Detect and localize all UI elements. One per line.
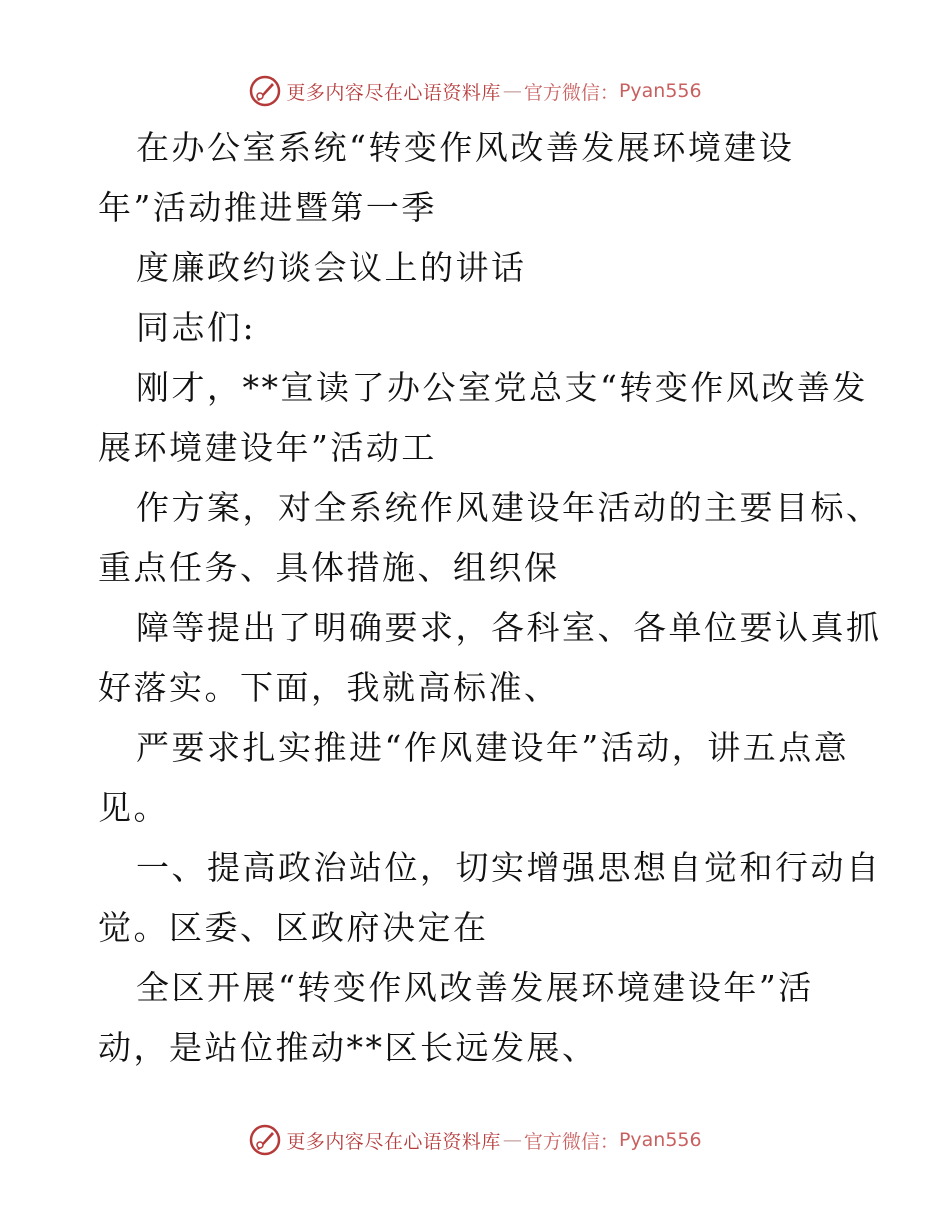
paragraph-line: 作方案，对全系统作风建设年活动的主要目标、	[136, 488, 882, 527]
paragraph-line: 刚才，**宣读了办公室党总支“转变作风改善发	[136, 368, 868, 407]
paragraph-line: 见。	[98, 788, 169, 827]
watermark-wechat-id: Pyan556	[618, 80, 702, 102]
paragraph-line: 好落实。下面，我就高标准、	[98, 668, 560, 707]
quill-pen-logo-icon	[248, 74, 282, 108]
salutation: 同志们:	[136, 308, 257, 347]
title-line-3: 度廉政约谈会议上的讲话	[136, 248, 527, 287]
watermark-dash: —	[502, 1129, 522, 1151]
header-watermark	[0, 71, 950, 111]
paragraph-line: 全区开展“转变作风改善发展环境建设年”活	[136, 968, 814, 1007]
paragraph-line: 觉。区委、区政府决定在	[98, 908, 489, 947]
title-line-1: 在办公室系统“转变作风改善发展环境建设	[136, 128, 795, 167]
watermark-text: 更多内容尽在心语资料库	[286, 81, 501, 104]
paragraph-line: 展环境建设年”活动工	[98, 428, 437, 467]
watermark-wechat-id: Pyan556	[618, 1129, 702, 1151]
paragraph-line: 重点任务、具体措施、组织保	[98, 548, 560, 587]
watermark-text: 更多内容尽在心语资料库	[286, 1130, 501, 1153]
watermark-dash: —	[502, 80, 522, 102]
section-heading-line: 一、提高政治站位，切实增强思想自觉和行动自	[136, 848, 882, 887]
footer-watermark	[0, 1120, 950, 1160]
document-body	[98, 118, 882, 1078]
quill-pen-logo-icon	[248, 1123, 282, 1157]
watermark-wechat-label: 官方微信：	[523, 1130, 619, 1153]
watermark-wechat-label: 官方微信：	[523, 81, 619, 104]
title-line-2: 年”活动推进暨第一季	[98, 188, 437, 227]
paragraph-line: 动，是站位推动**区长远发展、	[98, 1028, 598, 1067]
paragraph-line: 严要求扎实推进“作风建设年”活动，讲五点意	[136, 728, 850, 767]
paragraph-line: 障等提出了明确要求，各科室、各单位要认真抓	[136, 608, 882, 647]
